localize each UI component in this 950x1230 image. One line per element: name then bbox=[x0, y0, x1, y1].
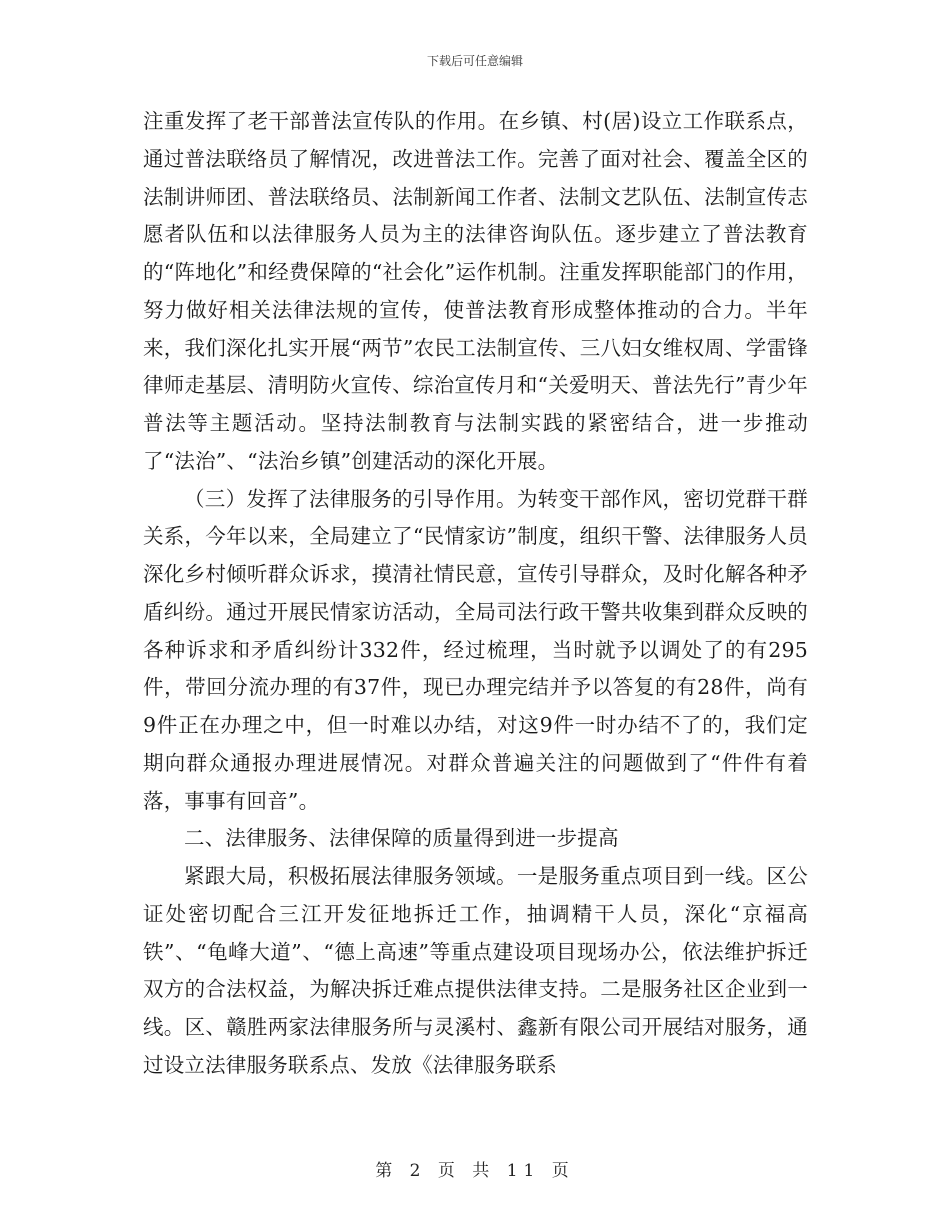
paragraph-continuation: 注重发挥了老干部普法宣传队的作用。在乡镇、村(居)设立工作联系点，通过普法联络员了解情况，改进普法工作。完善了面对社会、覆盖全区的法制讲师团、普法联络员、法制新闻工作者、法制文艺队伍、法制宣传志愿者队伍和以法律服务人员为主的法律咨询队伍。逐步建立了普法教育的“阵地化”和经费保障的“社会化”运作机制。注重发挥职能部门的作用，努力做好相关法律法规的宣传，使普法教育形成整体推动的合力。半年来，我们深化扎实开展“两节”农民工法制宣传、三八妇女维权周、学雷锋律师走基层、清明防火宣传、综治宣传月和“关爱明天、普法先行”青少年普法等主题活动。坚持法制教育与法制实践的紧密结合，进一步推动了“法治”、“法治乡镇”创建活动的深化开展。 bbox=[143, 109, 808, 473]
page-header: 下载后可任意编辑 bbox=[426, 54, 523, 68]
section-heading-two: 二、法律服务、法律保障的质量得到进一步提高 bbox=[184, 826, 619, 851]
document-body bbox=[143, 103, 808, 1085]
page-number: 第 2 页 共 11 页 bbox=[375, 1161, 575, 1181]
paragraph-legal-service-guidance: （三）发挥了法律服务的引导作用。为转变干部作风，密切党群干群关系，今年以来，全局建立了“民情家访”制度，组织干警、法律服务人员深化乡村倾听群众诉求，摸清社情民意，宣传引导群众，及时化解各种矛盾纠纷。通过开展民情家访活动，全局司法行政干警共收集到群众反映的各种诉求和矛盾纠纷计332件，经过梳理，当时就予以调处了的有295件，带回分流办理的有37件，现已办理完结并予以答复的有28件，尚有9件正在办理之中，但一时难以办结，对这9件一时办结不了的，我们定期向群众通报办理进展情况。对群众普遍关注的问题做到了“件件有着落，事事有回音”。 bbox=[143, 486, 808, 813]
paragraph-expand-legal-service: 紧跟大局，积极拓展法律服务领域。一是服务重点项目到一线。区公证处密切配合三江开发征地拆迁工作，抽调精干人员，深化“京福高铁”、“龟峰大道”、“德上高速”等重点建设项目现场办公，依法维护拆迁双方的合法权益，为解决拆迁难点提供法律支持。二是服务社区企业到一线。区、赣胜两家法律服务所与灵溪村、鑫新有限公司开展结对服务，通过设立法律服务联系点、发放《法律服务联系 bbox=[143, 864, 808, 1077]
